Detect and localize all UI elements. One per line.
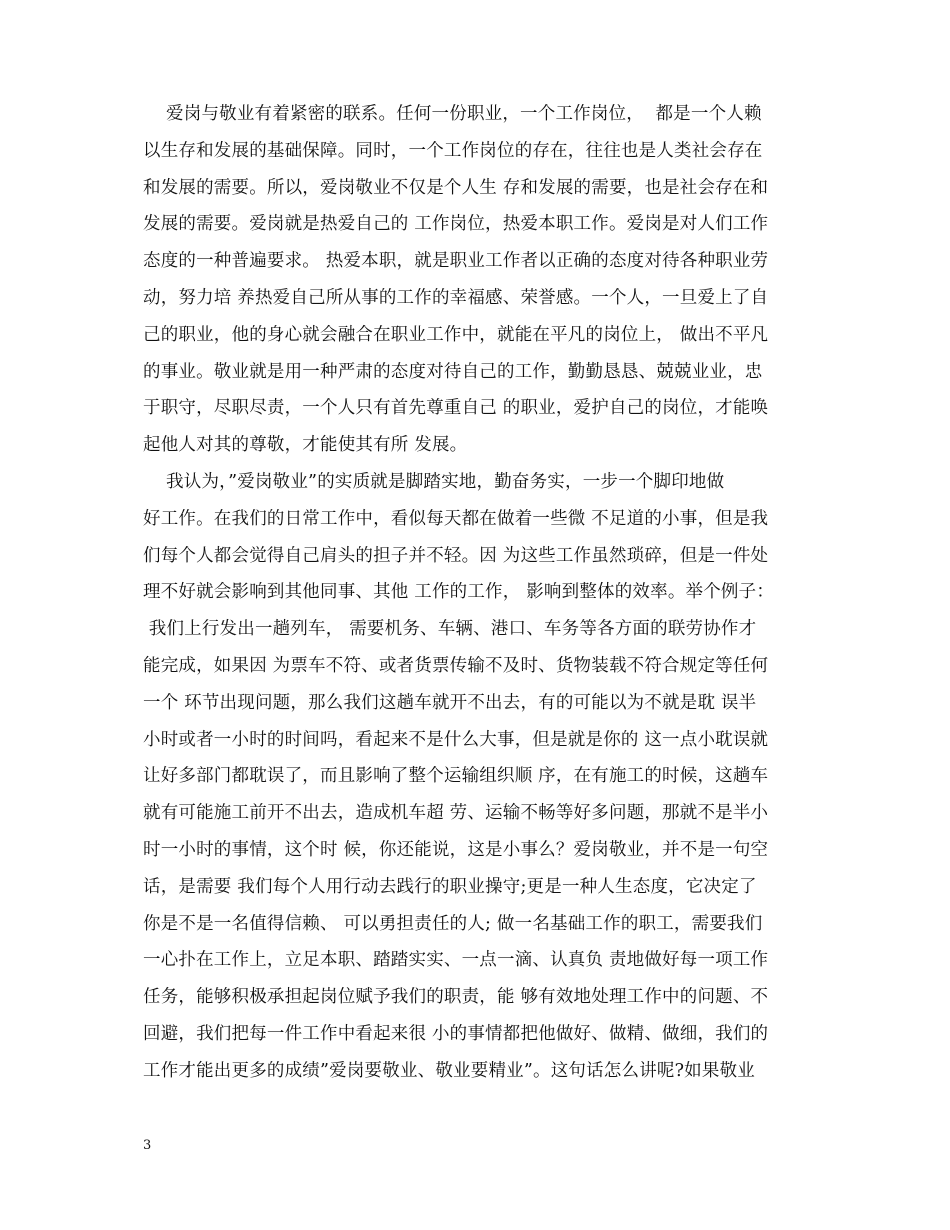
text-line: 的事业。敬业就是用一种严肃的态度对待自己的工作，勤勤恳恳、兢兢业业，忠 xyxy=(143,361,763,382)
text-line: 任务，能够积极承担起岗位赋予我们的职责，能 够有效地处理工作中的问题、不 xyxy=(143,987,769,1008)
text-line: 起他人对其的尊敬，才能使其有所 发展。 xyxy=(143,435,468,456)
text-line: 以生存和发展的基础保障。同时，一个工作岗位的存在，往往也是人类社会存在 xyxy=(143,140,763,161)
body-text xyxy=(143,96,823,1090)
text-line: 动，努力培 养热爱自己所从事的工作的幸福感、荣誉感。一个人，一旦爱上了自 xyxy=(143,287,769,308)
text-line: 于职守，尽职尽责，一个人只有首先尊重自己 的职业，爱护自己的岗位，才能唤 xyxy=(143,398,769,419)
text-line: 小时或者一小时的时间吗，看起来不是什么大事，但是就是你的 这一点小耽误就 xyxy=(143,729,769,750)
text-line: 能完成，如果因 为票车不符、或者货票传输不及时、货物装载不符合规定等任何 xyxy=(143,655,769,676)
text-line: 一心扑在工作上，立足本职、踏踏实实、一点一滴、认真负 责地做好每一项工作 xyxy=(143,950,769,971)
text-line: 我们上行发出一趟列车， 需要机务、车辆、港口、车务等各方面的联劳协作才 xyxy=(143,619,757,640)
text-line: 让好多部门都耽误了，而且影响了整个运输组织顺 序，在有施工的时候，这趟车 xyxy=(143,766,769,787)
page-number: 3 xyxy=(143,1138,152,1153)
text-line: 我认为，”爱岗敬业”的实质就是脚踏实地，勤奋务实，一步一个脚印地做 xyxy=(143,471,725,492)
text-line: 时一小时的事情，这个时 候，你还能说，这是小事么？爱岗敬业，并不是一句空 xyxy=(143,839,769,860)
text-line: 己的职业，他的身心就会融合在职业工作中，就能在平凡的岗位上， 做出不平凡 xyxy=(143,324,769,345)
text-line: 们每个人都会觉得自己肩头的担子并不轻。因 为这些工作虽然琐碎，但是一件处 xyxy=(143,545,769,566)
text-line: 理不好就会影响到其他同事、其他 工作的工作， 影响到整体的效率。举个例子： xyxy=(143,582,775,603)
text-line: 和发展的需要。所以，爱岗敬业不仅是个人生 存和发展的需要，也是社会存在和 xyxy=(143,177,769,198)
text-line: 就有可能施工前开不出去，造成机车超 劳、运输不畅等好多问题，那就不是半小 xyxy=(143,803,769,824)
text-line: 话，是需要 我们每个人用行动去践行的职业操守;更是一种人生态度，它决定了 xyxy=(143,876,757,897)
text-line: 发展的需要。爱岗就是热爱自己的 工作岗位，热爱本职工作。爱岗是对人们工作 xyxy=(143,214,769,235)
text-line: 态度的一种普遍要求。 热爱本职，就是职业工作者以正确的态度对待各种职业劳 xyxy=(143,251,769,272)
text-line: 你是不是一名值得信赖、 可以勇担责任的人; 做一名基础工作的职工，需要我们 xyxy=(143,913,763,934)
text-line: 一个 环节出现问题，那么我们这趟车就开不出去，有的可能以为不就是耽 误半 xyxy=(143,692,757,713)
text-line: 工作才能出更多的成绩”爱岗要敬业、敬业要精业”。这句话怎么讲呢?如果敬业 xyxy=(143,1060,755,1081)
text-line: 回避，我们把每一件工作中看起来很 小的事情都把他做好、做精、做细，我们的 xyxy=(143,1023,769,1044)
text-line: 爱岗与敬业有着紧密的联系。任何一份职业，一个工作岗位， 都是一个人赖 xyxy=(143,104,762,124)
text-line: 好工作。在我们的日常工作中，看似每天都在做着一些微 不足道的小事，但是我 xyxy=(143,508,769,529)
